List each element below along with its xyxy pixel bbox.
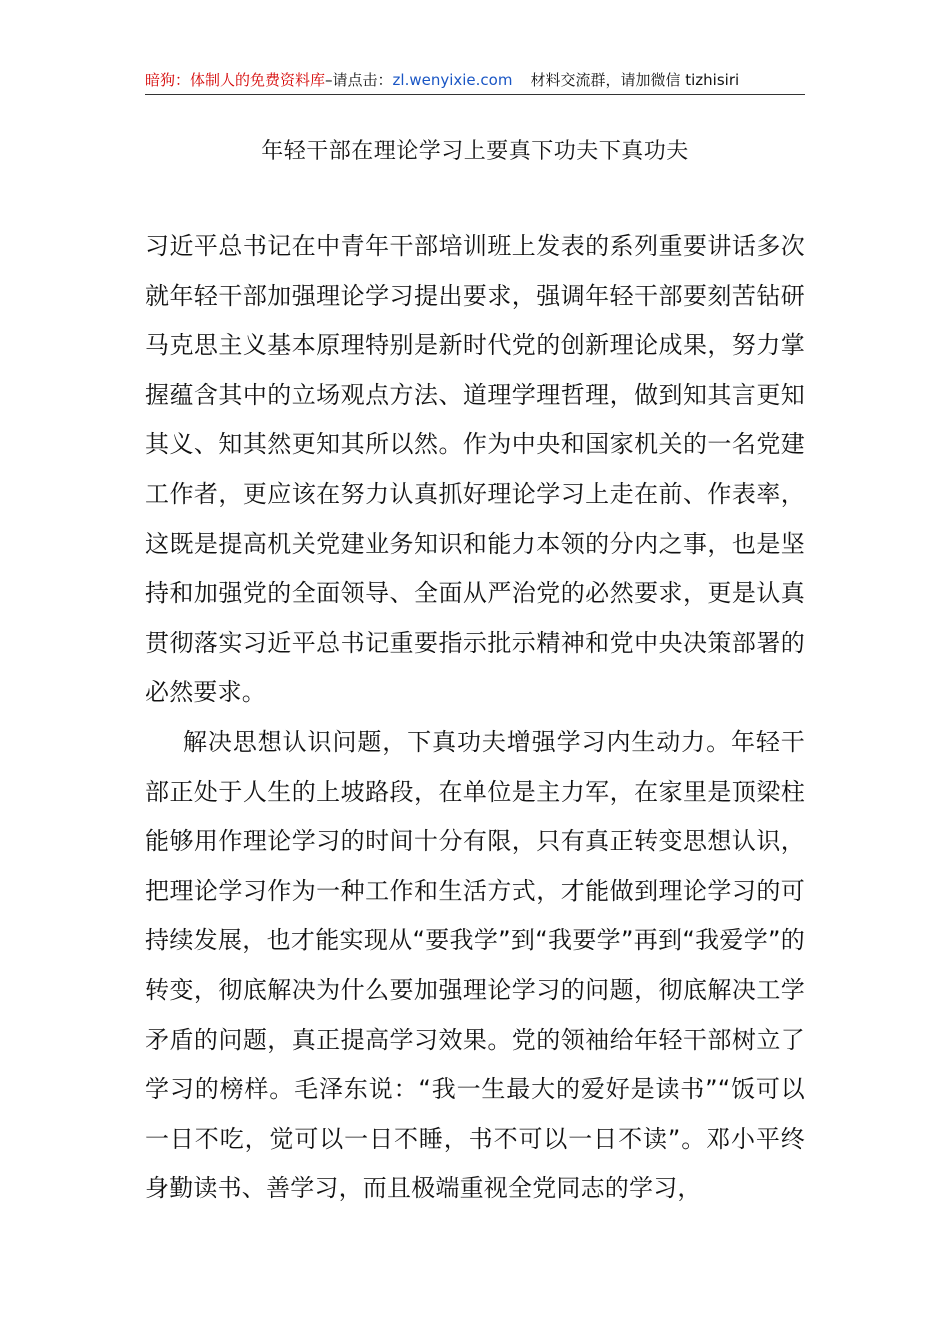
- document-title: 年轻干部在理论学习上要真下功夫下真功夫: [261, 139, 689, 164]
- document-body: [145, 222, 805, 1214]
- header-contact: 材料交流群，请加微信 tizhisiri: [530, 71, 740, 89]
- body-paragraph: 解决思想认识问题，下真功夫增强学习内生动力。年轻干部正处于人生的上坡路段，在单位是主力军，在家里是顶梁柱能够用作理论学习的时间十分有限，只有真正转变思想认识，把理论学习作为一种工作和生活方式，才能做到理论学习的可持续发展，也才能实现从“要我学”到“我要学”再到“我爱学”的转变，彻底解决为什么要加强理论学习的问题，彻底解决工学矛盾的问题，真正提高学习效果。党的领袖给年轻干部树立了学习的榜样。毛泽东说：“我一生最大的爱好是读书”“饭可以一日不吃，觉可以一日不睡，书不可以一日不读”。邓小平终身勤读书、善学习，而且极端重视全党同志的学习，: [145, 727, 805, 1203]
- header-url-link[interactable]: zl.wenyixie.com: [392, 71, 513, 89]
- page-header: [145, 68, 805, 95]
- header-brand: 暗狗：体制人的免费资料库: [145, 71, 326, 89]
- body-paragraph: 习近平总书记在中青年干部培训班上发表的系列重要讲话多次就年轻干部加强理论学习提出要求，强调年轻干部要刻苦钻研马克思主义基本原理特别是新时代党的创新理论成果，努力掌握蕴含其中的立场观点方法、道理学理哲理，做到知其言更知其义、知其然更知其所以然。作为中央和国家机关的一名党建工作者，更应该在努力认真抓好理论学习上走在前、作表率，这既是提高机关党建业务知识和能力本领的分内之事，也是坚持和加强党的全面领导、全面从严治党的必然要求，更是认真贯彻落实习近平总书记重要指示批示精神和党中央决策部署的必然要求。: [145, 232, 805, 707]
- header-cta: –请点击：: [325, 71, 393, 89]
